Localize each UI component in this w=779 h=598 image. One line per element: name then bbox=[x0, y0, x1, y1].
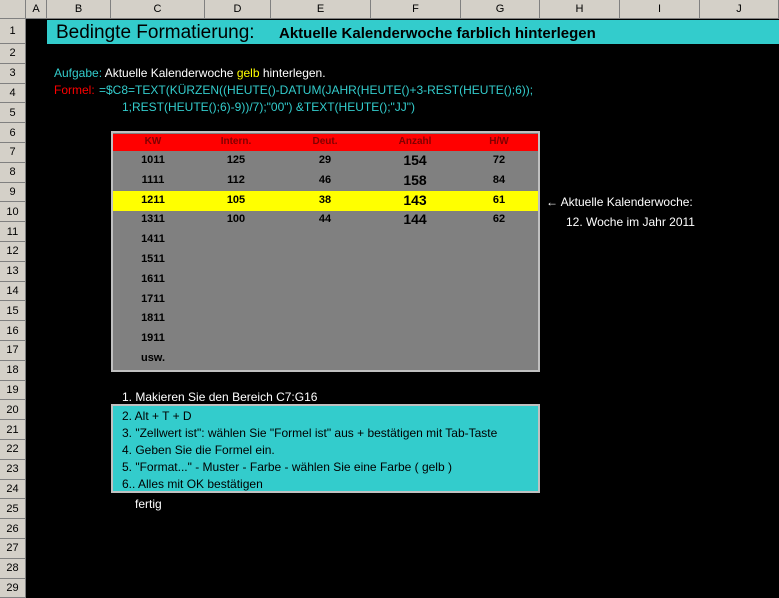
table-cell-intern: 100 bbox=[226, 213, 246, 226]
row-header-29[interactable]: 29 bbox=[0, 579, 26, 598]
table-cell-kw: 1511 bbox=[141, 253, 165, 265]
row-header-19[interactable]: 19 bbox=[0, 381, 26, 401]
table-cell-kw: 1611 bbox=[141, 272, 165, 285]
row-header-26[interactable]: 26 bbox=[0, 519, 26, 539]
table-cell-kw: 1911 bbox=[141, 332, 165, 345]
table-cell-kw: usw. bbox=[140, 352, 166, 364]
column-header-b[interactable]: B bbox=[47, 0, 111, 19]
table-cell-anzahl: 154 bbox=[403, 152, 427, 168]
row-header-20[interactable]: 20 bbox=[0, 400, 26, 420]
task-label: Aufgabe: bbox=[54, 66, 103, 80]
row-header-17[interactable]: 17 bbox=[0, 341, 26, 361]
step-item: 1. Makieren Sie den Bereich C7:G16 bbox=[122, 390, 318, 404]
table-cell-kw: 1311 bbox=[141, 213, 165, 226]
table-cell-kw: 1811 bbox=[141, 312, 165, 325]
table-cell-kw: 1211 bbox=[141, 193, 165, 206]
column-header-c[interactable]: C bbox=[111, 0, 205, 19]
table-cell-anzahl: 144 bbox=[403, 211, 427, 228]
table-cell-intern: 112 bbox=[227, 173, 245, 186]
table-cell-hw: 72 bbox=[492, 154, 506, 166]
page-title: Bedingte Formatierung: bbox=[56, 22, 255, 43]
column-header-j[interactable]: J bbox=[700, 0, 779, 19]
task-line bbox=[54, 66, 326, 80]
column-header-e[interactable]: E bbox=[271, 0, 371, 19]
table-cell-deut: 44 bbox=[318, 213, 332, 226]
select-all-corner[interactable] bbox=[0, 0, 26, 19]
step-item: 3. "Zellwert ist": wählen Sie "Formel ist" aus + bestätigen mit Tab-Taste bbox=[122, 426, 498, 440]
table-cell-kw: 1011 bbox=[141, 154, 165, 166]
row-header-9[interactable]: 9 bbox=[0, 183, 26, 203]
row-header-16[interactable]: 16 bbox=[0, 321, 26, 341]
row-header-21[interactable]: 21 bbox=[0, 420, 26, 440]
table-cell-deut: 29 bbox=[318, 154, 332, 166]
annotation-week-year: 12. Woche im Jahr 2011 bbox=[566, 215, 695, 229]
done-text: fertig bbox=[135, 497, 162, 511]
table-cell-hw: 61 bbox=[492, 193, 506, 206]
row-header-25[interactable]: 25 bbox=[0, 499, 26, 519]
task-highlight-word: gelb bbox=[236, 66, 260, 80]
row-header-14[interactable]: 14 bbox=[0, 282, 26, 302]
row-header-18[interactable]: 18 bbox=[0, 361, 26, 381]
table-cell-anzahl: 158 bbox=[403, 171, 427, 188]
table-header-anzahl: Anzahl bbox=[398, 136, 432, 147]
step-item: 5. "Format..." - Muster - Farbe - wählen Sie eine Farbe ( gelb ) bbox=[122, 460, 452, 474]
table-cell-hw: 62 bbox=[492, 213, 506, 226]
step-item: 6.. Alles mit OK bestätigen bbox=[122, 477, 263, 491]
row-header-3[interactable]: 3 bbox=[0, 64, 26, 84]
table-cell-deut: 38 bbox=[318, 193, 332, 206]
table-header-deut: Deut. bbox=[312, 136, 338, 147]
step-item: 2. Alt + T + D bbox=[122, 409, 192, 423]
task-text-post: hinterlegen. bbox=[262, 66, 326, 80]
column-header-a[interactable]: A bbox=[26, 0, 47, 19]
row-header-28[interactable]: 28 bbox=[0, 559, 26, 579]
row-header-23[interactable]: 23 bbox=[0, 460, 26, 480]
column-header-i[interactable]: I bbox=[620, 0, 700, 19]
column-header-d[interactable]: D bbox=[205, 0, 271, 19]
row-header-22[interactable]: 22 bbox=[0, 440, 26, 460]
table-header-kw: KW bbox=[144, 136, 162, 147]
row-header-8[interactable]: 8 bbox=[0, 163, 26, 183]
row-header-24[interactable]: 24 bbox=[0, 480, 26, 500]
step-item: 4. Geben Sie die Formel ein. bbox=[122, 443, 275, 457]
table-cell-intern: 125 bbox=[226, 154, 246, 166]
row-header-15[interactable]: 15 bbox=[0, 301, 26, 321]
table-cell-deut: 46 bbox=[318, 173, 332, 186]
table-cell-hw: 84 bbox=[492, 173, 506, 186]
annotation-current-week: ← Aktuelle Kalenderwoche: bbox=[546, 195, 693, 209]
task-text-pre: Aktuelle Kalenderwoche bbox=[104, 66, 234, 80]
row-header-5[interactable]: 5 bbox=[0, 103, 26, 123]
table-cell-kw: 1711 bbox=[141, 292, 165, 305]
row-header-12[interactable]: 12 bbox=[0, 242, 26, 262]
table-header-intern: Intern. bbox=[220, 136, 252, 147]
row-header-13[interactable]: 13 bbox=[0, 262, 26, 282]
table-cell-kw: 1111 bbox=[141, 173, 165, 186]
column-header-g[interactable]: G bbox=[461, 0, 540, 19]
column-header-h[interactable]: H bbox=[540, 0, 620, 19]
row-header-11[interactable]: 11 bbox=[0, 222, 26, 242]
table-cell-kw: 1411 bbox=[141, 233, 165, 246]
row-header-2[interactable]: 2 bbox=[0, 44, 26, 64]
row-header-10[interactable]: 10 bbox=[0, 202, 26, 222]
row-header-27[interactable]: 27 bbox=[0, 539, 26, 559]
column-header-f[interactable]: F bbox=[371, 0, 461, 19]
page-subtitle: Aktuelle Kalenderwoche farblich hinterlegen bbox=[279, 25, 596, 42]
formula-line-1: =$C8=TEXT(KÜRZEN((HEUTE()-DATUM(JAHR(HEUTE()+3-REST(HEUTE();6)); bbox=[99, 83, 534, 97]
row-header-6[interactable]: 6 bbox=[0, 123, 26, 143]
table-header-hw: H/W bbox=[489, 136, 509, 147]
row-header-4[interactable]: 4 bbox=[0, 84, 26, 104]
row-header-1[interactable]: 1 bbox=[0, 19, 26, 44]
formula-line-2: 1;REST(HEUTE();6)-9))/7);"00") &TEXT(HEUTE();"JJ") bbox=[122, 100, 416, 114]
row-header-7[interactable]: 7 bbox=[0, 143, 26, 163]
formula-label: Formel: bbox=[54, 83, 95, 97]
table-cell-anzahl: 143 bbox=[403, 191, 427, 208]
table-cell-intern: 105 bbox=[226, 193, 246, 206]
